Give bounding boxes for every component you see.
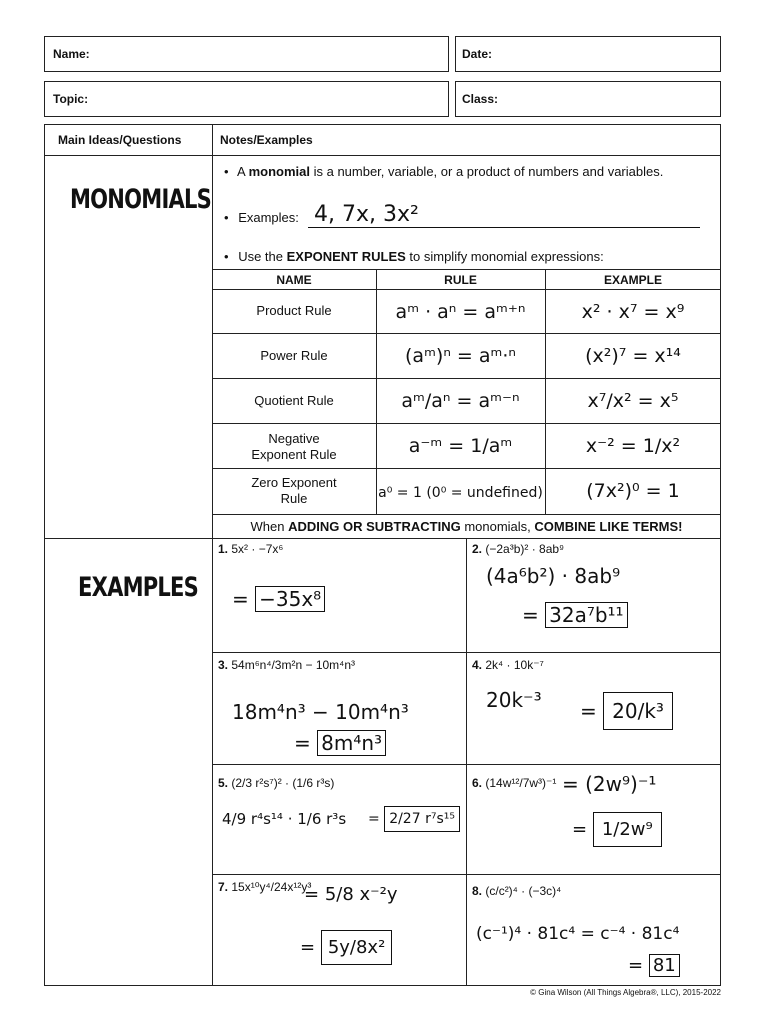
topic-field[interactable] xyxy=(44,81,449,117)
problem-text: (2/3 r²s⁷)² · (1/6 r³s) xyxy=(231,776,335,790)
copyright: © Gina Wilson (All Things Algebra®, LLC), 2015-2022 xyxy=(530,988,721,997)
example-3: 3. 54m⁶n⁴/3m²n − 10m⁴n³ 18m⁴n³ − 10m⁴n³ = 8m⁴n³ xyxy=(218,658,409,755)
rule-power: (aᵐ)ⁿ = aᵐ·ⁿ xyxy=(405,345,516,367)
table-header-name: NAME xyxy=(276,273,312,287)
example-product: x² · x⁷ = x⁹ xyxy=(581,301,685,323)
answer-box: 8m⁴n³ xyxy=(317,730,386,756)
work-text: 5/8 x⁻²y xyxy=(324,884,398,905)
examples-label: Examples: xyxy=(238,210,299,225)
rule-negative: a⁻ᵐ = 1/aᵐ xyxy=(408,435,513,457)
rule-zero: a⁰ = 1 (0⁰ = undefined) xyxy=(378,485,543,501)
example-power: (x²)⁷ = x¹⁴ xyxy=(585,345,681,367)
answer-box: −35x⁸ xyxy=(255,586,325,612)
table-header-rule: RULE xyxy=(444,273,477,287)
problem-text: 54m⁶n⁴/3m²n − 10m⁴n³ xyxy=(231,658,355,672)
answer-box: 2/27 r⁷s¹⁵ xyxy=(384,806,460,832)
work-text: 18m⁴n³ − 10m⁴n³ xyxy=(232,700,409,724)
example-4: 4. 2k⁴ · 10k⁻⁷ 20k⁻³ = 20/k³ xyxy=(472,656,716,760)
topic-label: Topic: xyxy=(53,92,89,106)
rule-product: aᵐ · aⁿ = aᵐ⁺ⁿ xyxy=(395,301,526,323)
problem-text: (14w¹²/7w³)⁻¹ xyxy=(485,776,557,790)
rule-name-negative: Negative Exponent Rule xyxy=(251,431,337,462)
problem-text: 5x² · −7x⁶ xyxy=(231,542,284,556)
problem-text: 2k⁴ · 10k⁻⁷ xyxy=(485,658,544,672)
example-quotient: x⁷/x² = x⁵ xyxy=(587,390,679,412)
problem-text: 15x¹⁰y⁴/24x¹²y³ xyxy=(231,880,312,894)
work-text: 20k⁻³ xyxy=(486,688,542,712)
problem-text: (c/c²)⁴ · (−3c)⁴ xyxy=(485,884,562,898)
rule-name-power: Power Rule xyxy=(260,348,328,363)
date-label: Date: xyxy=(462,47,493,61)
column-divider xyxy=(212,124,213,986)
work-text: 4/9 r⁴s¹⁴ · 1/6 r³s xyxy=(222,810,347,828)
examples-line: • Examples: 4, 7x, 3x² xyxy=(224,210,702,225)
class-label: Class: xyxy=(462,92,499,106)
examples-title: EXAMPLES xyxy=(78,572,199,603)
example-7: 7. 15x¹⁰y⁴/24x¹²y³ = 5/8 x⁻²y = 5y/8x² xyxy=(218,878,462,982)
examples-top-divider xyxy=(44,538,721,539)
answer-box: 5y/8x² xyxy=(321,930,393,965)
answer-box: 81 xyxy=(649,954,680,977)
answer-box: 20/k³ xyxy=(603,692,673,730)
monomial-definition: • A monomial is a number, variable, or a product of numbers and variables. xyxy=(224,164,664,179)
answer-box: 1/2w⁹ xyxy=(593,812,662,847)
problem-text: (−2a³b)² · 8ab⁹ xyxy=(485,542,565,556)
class-field[interactable] xyxy=(455,81,721,117)
example-5: 5. (2/3 r²s⁷)² · (1/6 r³s) 4/9 r⁴s¹⁴ · 1/6 r³s = 2/27 r⁷s¹⁵ xyxy=(218,768,462,870)
left-column-header: Main Ideas/Questions xyxy=(58,133,182,147)
right-column-header: Notes/Examples xyxy=(220,133,313,147)
example-zero: (7x²)⁰ = 1 xyxy=(586,480,680,502)
rule-quotient: aᵐ/aⁿ = aᵐ⁻ⁿ xyxy=(401,390,520,412)
rule-name-quotient: Quotient Rule xyxy=(254,393,334,408)
work-text: (2w⁹)⁻¹ xyxy=(585,772,657,796)
name-label: Name: xyxy=(53,47,90,61)
table-header-example: EXAMPLE xyxy=(603,273,662,287)
rule-name-product: Product Rule xyxy=(256,303,332,318)
example-8: 8. (c/c²)⁴ · (−3c)⁴ (c⁻¹)⁴ · 81c⁴ = c⁻⁴ · 81c⁴ = 81 xyxy=(472,884,680,976)
name-field[interactable] xyxy=(44,36,449,72)
examples-value: 4, 7x, 3x² xyxy=(314,202,419,227)
exponent-rules-intro: • Use the EXPONENT RULES to simplify monomial expressions: xyxy=(224,249,604,264)
example-6: 6. (14w¹²/7w³)⁻¹ = (2w⁹)⁻¹ = 1/2w⁹ xyxy=(472,768,716,870)
example-1: 1. 5x² · −7x⁶ = −35x⁸ xyxy=(218,542,462,648)
example-2: 2. (−2a³b)² · 8ab⁹ (4a⁶b²) · 8ab⁹ = 32a⁷b¹¹ xyxy=(472,542,716,648)
date-field[interactable] xyxy=(455,36,721,72)
work-text: (c⁻¹)⁴ · 81c⁴ = c⁻⁴ · 81c⁴ xyxy=(476,924,680,944)
column-header-divider xyxy=(44,155,721,156)
answer-box: 32a⁷b¹¹ xyxy=(545,602,627,628)
work-text: (4a⁶b²) · 8ab⁹ xyxy=(486,564,621,588)
like-terms-note: When ADDING OR SUBTRACTING monomials, COMBINE LIKE TERMS! xyxy=(250,519,683,534)
monomials-title: MONOMIALS xyxy=(70,184,212,215)
example-negative: x⁻² = 1/x² xyxy=(585,435,681,457)
rule-name-zero: Zero Exponent Rule xyxy=(251,475,337,506)
